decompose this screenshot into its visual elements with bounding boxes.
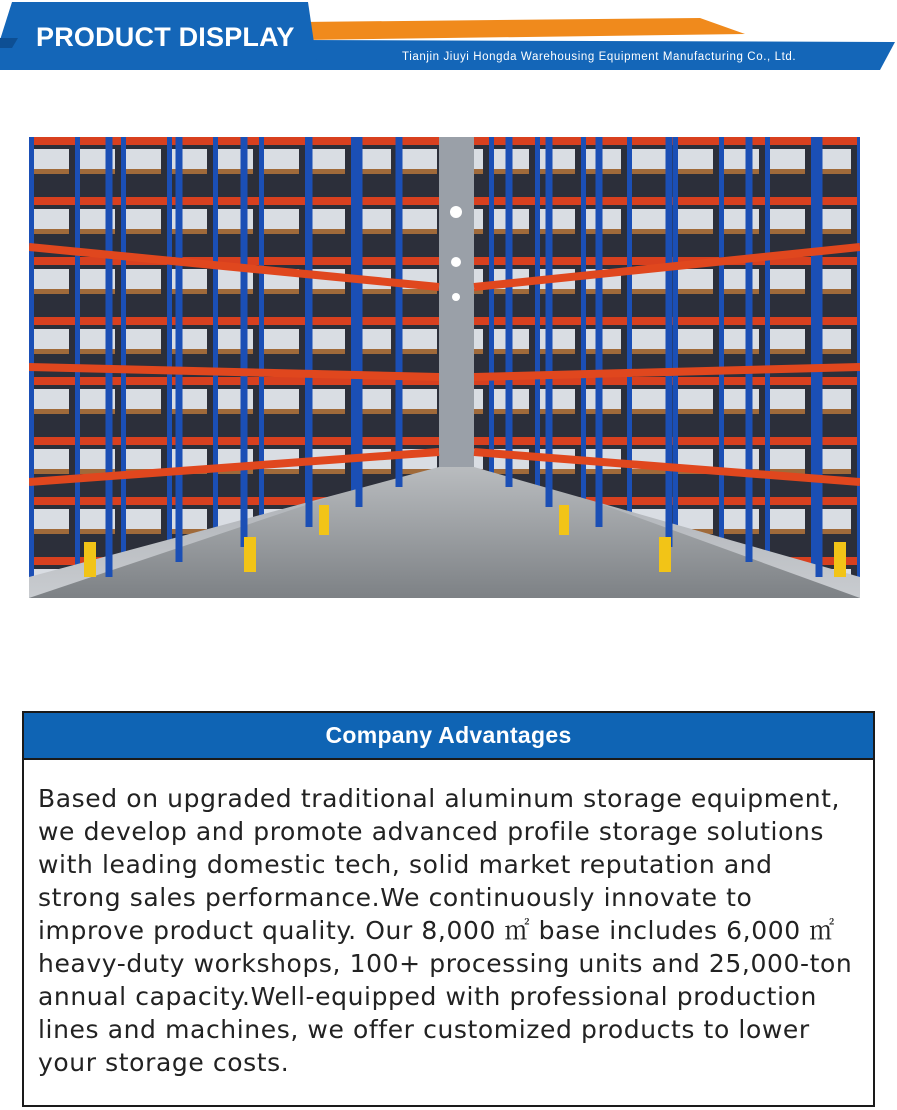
- company-advantages-header: [24, 713, 873, 760]
- header-banner: [0, 0, 897, 76]
- warehouse-image: [29, 137, 860, 598]
- company-advantages-title: Company Advantages: [325, 722, 572, 748]
- warehouse-photo: [29, 137, 860, 598]
- company-name: Tianjin Jiuyi Hongda Warehousing Equipment Manufacturing Co., Ltd.: [402, 51, 797, 63]
- page-title: PRODUCT DISPLAY: [36, 22, 295, 52]
- company-advantages-text: Based on upgraded traditional aluminum storage equipment, we develop and promote advanced profile storage solutions with leading domestic tech, solid market reputation and strong sales performance.We continuously innovate to improve product quality. Our 8,000 ㎡ base includes 6,000 ㎡ heavy-duty workshops, 100+ processing units and 25,000-ton annual capacity.Well-equipped with professional production lines and machines, we offer customized products to lower your storage costs.: [38, 784, 853, 1077]
- company-advantages-panel: [22, 711, 875, 1107]
